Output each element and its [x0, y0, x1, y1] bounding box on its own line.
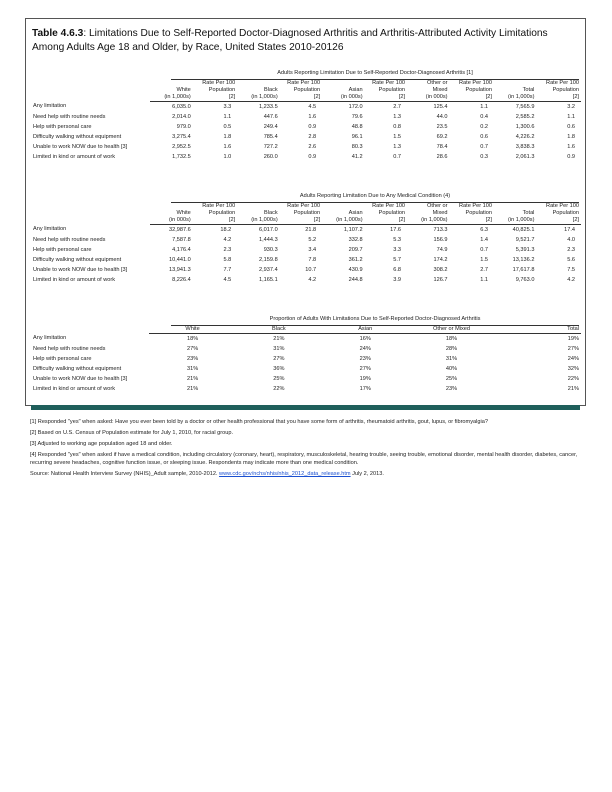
cell-value: 96.1 — [351, 133, 363, 140]
header-line: Other or — [426, 203, 448, 209]
table-row — [31, 354, 581, 364]
header-line: Population — [208, 210, 236, 216]
header-line: Rate Per 100 — [546, 203, 579, 209]
cell-value: 31% — [445, 355, 458, 362]
cell-value: 13,941.3 — [168, 266, 191, 273]
cell-value: 1.8 — [567, 133, 575, 140]
cell-value: 1.1 — [480, 103, 488, 110]
cell-value: 7,565.9 — [515, 103, 535, 110]
column-header — [150, 203, 192, 225]
cell-value: 2,937.4 — [259, 266, 278, 273]
cell-value: 18.2 — [220, 226, 232, 233]
cell-value: 1.4 — [480, 236, 488, 243]
header-line: Rate Per 100 — [546, 80, 579, 86]
table-row — [31, 225, 581, 236]
cell-value: 25% — [273, 375, 285, 382]
section3-heading: Proportion of Adults With Limitations Due to Self-Reported Doctor-Diagnosed Arthritis — [269, 316, 481, 322]
cell-value: 23% — [445, 385, 458, 392]
row-label: Need help with routine needs — [33, 236, 106, 243]
table-row — [31, 122, 581, 132]
column-header: Black — [236, 326, 322, 334]
cell-value: 2,061.3 — [515, 153, 535, 160]
table-row — [31, 275, 581, 285]
cell-value: 18% — [186, 335, 199, 342]
cell-value: 1,165.1 — [259, 276, 278, 283]
cell-value: 17% — [359, 385, 371, 392]
cell-value: 7.7 — [223, 266, 232, 273]
cell-value: 69.2 — [436, 133, 448, 140]
cell-value: 27% — [273, 355, 285, 362]
cell-value: 24% — [567, 355, 579, 362]
cell-value: 22% — [567, 375, 579, 382]
row-label: Limited in kind or amount of work — [33, 153, 116, 160]
row-label: Unable to work NOW due to health [3] — [33, 266, 128, 273]
header-line: Population — [208, 87, 236, 93]
cell-value: 5.8 — [223, 256, 232, 263]
header-line: [2] — [398, 217, 406, 223]
cell-value: 10,441.0 — [168, 256, 191, 263]
cell-value: 21% — [186, 385, 199, 392]
table-row — [31, 374, 581, 384]
cell-value: 23.5 — [436, 123, 448, 130]
column-header — [365, 80, 407, 102]
source-prefix: Source: National Health Interview Survey (NHIS)_Adult sample, 2010-2012. — [30, 471, 220, 477]
table-row — [31, 112, 581, 122]
cell-value: 21.8 — [305, 226, 317, 233]
cell-value: 48.8 — [351, 123, 363, 130]
cell-value: 22% — [273, 385, 285, 392]
column-header — [450, 203, 494, 225]
cell-value: 1.6 — [308, 113, 317, 120]
header-line: Rate Per 100 — [372, 203, 406, 209]
cell-value: 17,617.8 — [512, 266, 535, 273]
cell-value: 156.9 — [433, 236, 448, 243]
row-label: Any limitation — [33, 335, 67, 342]
header-line: [2] — [398, 94, 406, 100]
header-line: Asian — [348, 87, 363, 93]
cell-value: 1.1 — [480, 276, 488, 283]
header-line: (in 000s) — [168, 217, 191, 223]
header-line: [2] — [313, 94, 321, 100]
cell-value: 430.9 — [348, 266, 363, 273]
cell-value: 0.5 — [223, 123, 232, 130]
cell-value: 2,159.8 — [259, 256, 278, 263]
cell-value: 6.8 — [393, 266, 402, 273]
cell-value: 13,136.2 — [512, 256, 535, 263]
cell-value: 0.7 — [393, 153, 402, 160]
cell-value: 126.7 — [433, 276, 448, 283]
header-line: Population — [378, 87, 406, 93]
section3-table — [31, 326, 581, 394]
column-header — [322, 203, 364, 225]
cell-value: 209.7 — [348, 246, 363, 253]
table-row — [31, 245, 581, 255]
cell-value: 1,732.5 — [172, 153, 191, 160]
header-line: (in 1,000s) — [336, 217, 363, 223]
cell-value: 23% — [359, 355, 371, 362]
cell-value: 0.8 — [393, 123, 402, 130]
row-label: Help with personal care — [33, 123, 92, 130]
header-line: (in 1,000s) — [251, 94, 278, 100]
cell-value: 3,275.4 — [172, 133, 191, 140]
cell-value: 2,585.2 — [515, 113, 535, 120]
table-row — [31, 142, 581, 152]
cell-value: 260.0 — [263, 153, 278, 160]
header-line: (in 1,000s) — [251, 217, 278, 223]
cell-value: 361.2 — [348, 256, 363, 263]
header-line: Rate Per 100 — [202, 80, 236, 86]
table-row — [31, 384, 581, 394]
cell-value: 6.3 — [480, 226, 488, 233]
cell-value: 9,521.7 — [515, 236, 535, 243]
header-line: Total — [522, 210, 535, 216]
cell-value: 5.2 — [308, 236, 317, 243]
column-header — [494, 203, 536, 225]
row-label: Any limitation — [33, 226, 67, 233]
header-row — [31, 203, 581, 225]
cell-value: 0.3 — [480, 153, 488, 160]
column-header — [280, 203, 322, 225]
header-row — [31, 326, 581, 334]
cell-value: 24% — [359, 345, 371, 352]
cell-value: 1.5 — [393, 133, 402, 140]
row-label: Help with personal care — [33, 246, 92, 253]
header-line: White — [176, 87, 191, 93]
cell-value: 2,952.5 — [172, 143, 191, 150]
section2-heading: Adults Reporting Limitation Due to Any Medical Condition (4) — [299, 193, 451, 199]
cell-value: 172.0 — [348, 103, 363, 110]
divider-band — [31, 405, 580, 410]
row-label: Limited in kind or amount of work — [33, 276, 116, 283]
header-line: Rate Per 100 — [372, 80, 406, 86]
cell-value: 3.2 — [567, 103, 575, 110]
column-header — [407, 203, 449, 225]
source-suffix: July 2, 2013. — [350, 471, 384, 477]
section1-heading: Adults Reporting Limitation Due to Self-Reported Doctor-Diagnosed Arthritis [1] — [277, 70, 473, 76]
table-row — [31, 102, 581, 113]
cell-value: 4.0 — [567, 236, 575, 243]
cell-value: 28.6 — [436, 153, 448, 160]
cell-value: 27% — [567, 345, 579, 352]
cell-value: 4,226.2 — [515, 133, 535, 140]
cell-value: 979.0 — [176, 123, 191, 130]
header-line: Total — [522, 87, 535, 93]
cell-value: 27% — [186, 345, 199, 352]
cell-value: 18% — [445, 335, 458, 342]
table-row — [31, 255, 581, 265]
cell-value: 4.2 — [308, 276, 317, 283]
cell-value: 5,391.3 — [515, 246, 535, 253]
cell-value: 36% — [273, 365, 285, 372]
cell-value: 7.5 — [567, 266, 575, 273]
table-row — [31, 152, 581, 162]
cell-value: 332.8 — [348, 236, 363, 243]
column-header — [237, 203, 279, 225]
row-label: Difficulty walking without equipment — [33, 133, 122, 140]
cell-value: 79.6 — [351, 113, 363, 120]
header-line: Population — [465, 210, 492, 216]
column-header — [280, 80, 322, 102]
cell-value: 5.6 — [567, 256, 575, 263]
cell-value: 0.9 — [308, 153, 317, 160]
cell-value: 16% — [359, 335, 371, 342]
cell-value: 19% — [567, 335, 579, 342]
header-line: [2] — [572, 217, 579, 223]
cell-value: 1.0 — [223, 153, 232, 160]
cell-value: 6,035.0 — [172, 103, 191, 110]
header-line: (in 1,000s) — [508, 94, 535, 100]
cell-value: 4.2 — [223, 236, 232, 243]
header-line: [2] — [572, 94, 579, 100]
header-line: (in 1,000s) — [164, 94, 191, 100]
cell-value: 0.9 — [567, 153, 575, 160]
cell-value: 44.0 — [436, 113, 448, 120]
cell-value: 0.2 — [480, 123, 488, 130]
table-row — [31, 132, 581, 142]
cell-value: 2.3 — [567, 246, 575, 253]
cell-value: 8,226.4 — [172, 276, 191, 283]
cell-value: 1.6 — [567, 143, 575, 150]
cell-value: 23% — [186, 355, 199, 362]
cell-value: 1.8 — [223, 133, 232, 140]
header-line: [2] — [485, 217, 492, 223]
cell-value: 1,107.2 — [343, 226, 363, 233]
cell-value: 17.6 — [390, 226, 402, 233]
cell-value: 7,587.8 — [172, 236, 191, 243]
table-row — [31, 334, 581, 345]
header-row — [31, 80, 581, 102]
header-line: Black — [264, 210, 278, 216]
cell-value: 785.4 — [263, 133, 278, 140]
row-label: Unable to work NOW due to health [3] — [33, 143, 128, 150]
table-page — [25, 18, 586, 406]
cell-value: 7.8 — [308, 256, 317, 263]
section2-table — [31, 203, 581, 285]
column-header — [193, 80, 237, 102]
column-header — [322, 80, 364, 102]
cell-value: 80.3 — [351, 143, 363, 150]
cell-value: 1.3 — [393, 113, 402, 120]
cell-value: 930.3 — [263, 246, 278, 253]
cell-value: 41.2 — [351, 153, 363, 160]
cell-value: 244.8 — [348, 276, 363, 283]
cell-value: 1.3 — [393, 143, 402, 150]
column-header: Other or Mixed — [408, 326, 494, 334]
cell-value: 17.4 — [564, 226, 575, 233]
cell-value: 9,763.0 — [515, 276, 535, 283]
table-row — [31, 344, 581, 354]
cell-value: 27% — [359, 365, 371, 372]
cell-value: 1,444.3 — [259, 236, 278, 243]
cell-value: 3.3 — [393, 246, 402, 253]
header-line: Asian — [348, 210, 363, 216]
cell-value: 0.4 — [480, 113, 488, 120]
column-header — [407, 80, 449, 102]
cell-value: 713.3 — [433, 226, 448, 233]
cell-value: 2.7 — [480, 266, 488, 273]
cell-value: 40% — [445, 365, 458, 372]
footnote-1: [1] Responded "yes" when asked: Have you ever been told by a doctor or other health professional that you have some form of arthritis, rheumatoid arthritis, gout, lupus, or fibromyalgia? — [30, 419, 488, 425]
section1-table — [31, 80, 581, 162]
row-label: Help with personal care — [33, 355, 92, 362]
cell-value: 0.7 — [480, 246, 488, 253]
cell-value: 0.6 — [567, 123, 575, 130]
row-label: Need help with routine needs — [33, 345, 106, 352]
header-blank — [31, 80, 150, 102]
header-line: Rate Per 100 — [459, 203, 492, 209]
header-line: Population — [378, 210, 406, 216]
header-line: (in 000s) — [340, 94, 363, 100]
footnote-3: [3] Adjusted to working age population aged 18 and older. — [30, 441, 173, 447]
header-line: Mixed — [432, 210, 448, 216]
cell-value: 447.6 — [263, 113, 278, 120]
column-header: Asian — [322, 326, 408, 334]
cell-value: 19% — [359, 375, 371, 382]
table-row — [31, 364, 581, 374]
header-line: (in 000s) — [425, 94, 448, 100]
column-header — [536, 203, 581, 225]
cell-value: 3.3 — [223, 103, 232, 110]
header-line: [2] — [485, 94, 492, 100]
cell-value: 1,233.5 — [259, 103, 278, 110]
cell-value: 0.7 — [480, 143, 488, 150]
header-line: Population — [293, 87, 321, 93]
column-header — [193, 203, 237, 225]
cell-value: 25% — [445, 375, 458, 382]
row-label: Limited in kind or amount of work — [33, 385, 116, 392]
cell-value: 2.3 — [223, 246, 232, 253]
column-header: Total — [495, 326, 581, 334]
header-line: Population — [552, 210, 579, 216]
column-header — [150, 80, 192, 102]
header-line: Rate Per 100 — [287, 203, 321, 209]
row-label: Difficulty walking without equipment — [33, 256, 122, 263]
cell-value: 2,014.0 — [172, 113, 191, 120]
cell-value: 249.4 — [263, 123, 278, 130]
header-line: Mixed — [432, 87, 448, 93]
cell-value: 174.2 — [433, 256, 448, 263]
cell-value: 4.5 — [223, 276, 232, 283]
cell-value: 4.2 — [567, 276, 575, 283]
header-line: (in 1,000s) — [421, 217, 448, 223]
header-line: [2] — [313, 217, 321, 223]
table-title-text: : Limitations Due to Self-Reported Doctor-Diagnosed Arthritis and Arthritis-Attributed Activity Limitations Among Adults Age 18 and Older, by Race, United States 2010-20126 — [32, 28, 548, 53]
cell-value: 0.9 — [308, 123, 317, 130]
header-line: White — [176, 210, 191, 216]
cell-value: 74.9 — [436, 246, 448, 253]
cell-value: 727.2 — [263, 143, 278, 150]
cell-value: 125.4 — [433, 103, 448, 110]
header-line: Population — [552, 87, 579, 93]
cell-value: 21% — [567, 385, 579, 392]
header-line: Population — [293, 210, 321, 216]
header-line: Black — [264, 87, 278, 93]
cell-value: 5.3 — [393, 236, 402, 243]
cell-value: 31% — [273, 345, 285, 352]
row-label: Any limitation — [33, 103, 67, 110]
cell-value: 32% — [567, 365, 579, 372]
cell-value: 3,838.3 — [515, 143, 535, 150]
cell-value: 3.4 — [308, 246, 317, 253]
column-header — [494, 80, 536, 102]
cell-value: 10.7 — [305, 266, 317, 273]
header-line: Other or — [426, 80, 448, 86]
cell-value: 1.1 — [223, 113, 232, 120]
footnote-4: [4] Responded "yes" when asked if have a medical condition, including circulatory (coronary, heart), respiratory, musculoskeletal, hearing trouble, seeing trouble, emotional disorder, mental health disorder, diabetes, cancer, recurring severe headaches, cognitive function issue, or sleeping issue. Respondents may indicate more than one medical condition. — [30, 452, 578, 466]
cell-value: 21% — [186, 375, 199, 382]
column-header — [237, 80, 279, 102]
cell-value: 28% — [445, 345, 458, 352]
cell-value: 2.6 — [308, 143, 317, 150]
header-line: Rate Per 100 — [459, 80, 492, 86]
column-header: White — [149, 326, 235, 334]
header-line: (in 1,000s) — [508, 217, 535, 223]
column-header — [365, 203, 407, 225]
cell-value: 1.6 — [223, 143, 232, 150]
cell-value: 4.5 — [308, 103, 317, 110]
table-row — [31, 265, 581, 275]
column-header — [450, 80, 494, 102]
cell-value: 6,017.0 — [259, 226, 278, 233]
cell-value: 78.4 — [436, 143, 448, 150]
header-line: Rate Per 100 — [202, 203, 236, 209]
cell-value: 1,300.6 — [515, 123, 535, 130]
header-blank — [31, 203, 150, 225]
cell-value: 31% — [186, 365, 199, 372]
source-link[interactable]: www.cdc.gov/nchs/nhis/nhis_2012_data_release.htm — [219, 471, 351, 477]
cell-value: 21% — [273, 335, 285, 342]
row-label: Need help with routine needs — [33, 113, 106, 120]
cell-value: 32,987.6 — [168, 226, 191, 233]
page-title — [32, 27, 577, 55]
header-line: Rate Per 100 — [287, 80, 321, 86]
header-line: [2] — [229, 94, 236, 100]
table-row — [31, 235, 581, 245]
cell-value: 0.6 — [480, 133, 488, 140]
column-header — [536, 80, 581, 102]
cell-value: 2.8 — [308, 133, 317, 140]
cell-value: 4,176.4 — [172, 246, 191, 253]
cell-value: 2.7 — [393, 103, 402, 110]
row-label: Unable to work NOW due to health [3] — [33, 375, 128, 382]
header-blank — [31, 326, 149, 334]
footnote-2: [2] Based on U.S. Census of Population estimate for July 1, 2010, for racial group. — [30, 430, 234, 436]
row-label: Difficulty walking without equipment — [33, 365, 122, 372]
cell-value: 5.7 — [393, 256, 402, 263]
cell-value: 40,825.1 — [512, 226, 535, 233]
footnotes — [30, 418, 580, 481]
table-number: Table 4.6.3 — [32, 28, 84, 39]
header-line: Population — [465, 87, 492, 93]
cell-value: 3.9 — [393, 276, 402, 283]
source-note — [30, 470, 580, 478]
cell-value: 1.1 — [567, 113, 575, 120]
cell-value: 308.2 — [433, 266, 448, 273]
cell-value: 1.5 — [480, 256, 488, 263]
header-line: [2] — [229, 217, 236, 223]
